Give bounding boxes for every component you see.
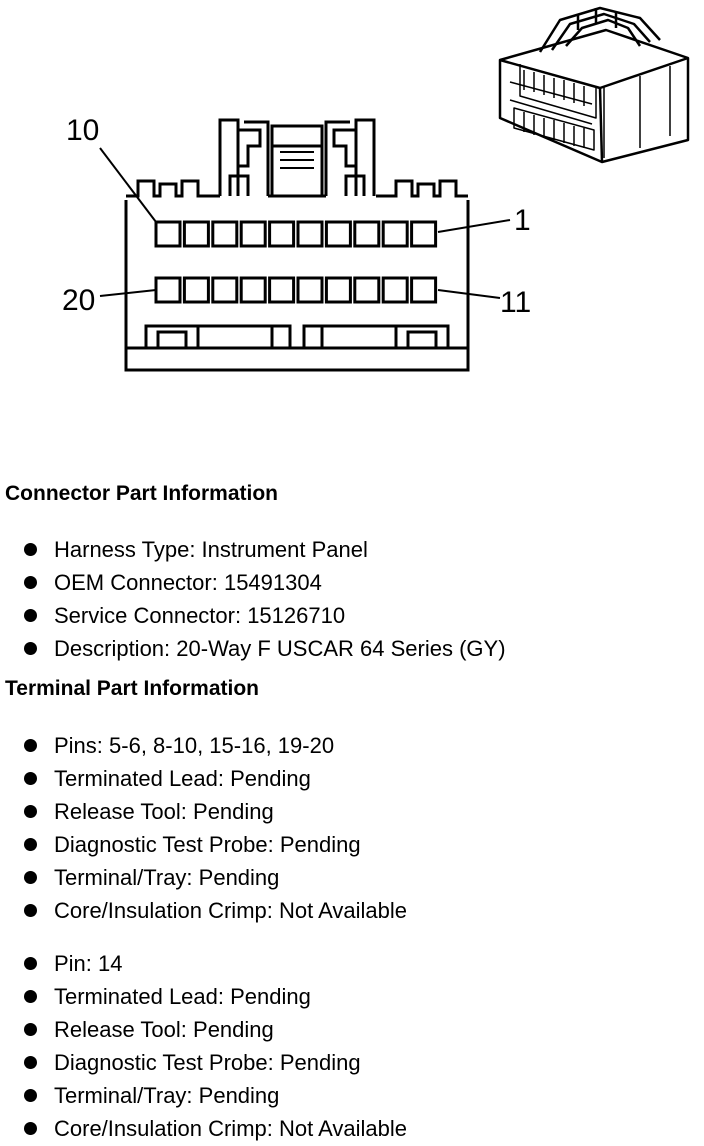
terminal-cavity — [355, 278, 379, 302]
list-item-text: Terminated Lead: Pending — [54, 766, 311, 791]
pin-label-11: 11 — [500, 286, 532, 319]
cavity-row-bottom — [156, 278, 436, 302]
bullet-icon — [24, 805, 37, 818]
terminal-cavity — [156, 278, 180, 302]
terminal-cavity — [213, 222, 237, 246]
list-item — [0, 1079, 407, 1112]
bullet-icon — [24, 990, 37, 1003]
bullet-icon — [24, 739, 37, 752]
list-item-text: Core/Insulation Crimp: Not Available — [54, 898, 407, 923]
terminal-cavity — [355, 222, 379, 246]
pin-label-10: 10 — [66, 114, 100, 147]
list-item — [0, 861, 407, 894]
connector-isometric-view — [500, 8, 688, 162]
bullet-icon — [24, 957, 37, 970]
terminal-cavity — [298, 278, 322, 302]
connector-info-list — [0, 533, 506, 665]
list-item — [0, 762, 407, 795]
terminal-cavity — [412, 222, 436, 246]
list-item — [0, 828, 407, 861]
pin-label-20: 20 — [62, 284, 96, 317]
list-item-text: Pins: 5-6, 8-10, 15-16, 19-20 — [54, 733, 335, 758]
terminal-info-list-1 — [0, 729, 407, 927]
list-item-text: Pin: 14 — [54, 951, 123, 976]
terminal-cavity — [184, 222, 208, 246]
terminal-cavity — [241, 222, 265, 246]
list-item-text: Terminal/Tray: Pending — [54, 865, 280, 890]
list-item-text: Terminated Lead: Pending — [54, 984, 311, 1009]
list-item — [0, 1046, 407, 1079]
connector-part-info-heading: Connector Part Information — [5, 482, 279, 505]
list-item — [0, 1013, 407, 1046]
pin-label-1: 1 — [514, 204, 531, 237]
terminal-info-list-2 — [0, 947, 407, 1145]
cavity-row-top — [156, 222, 436, 246]
terminal-cavity — [156, 222, 180, 246]
bullet-icon — [24, 904, 37, 917]
list-item — [0, 947, 407, 980]
list-item — [0, 632, 506, 665]
list-item-text: Diagnostic Test Probe: Pending — [54, 1050, 361, 1075]
terminal-cavity — [383, 278, 407, 302]
list-item — [0, 729, 407, 762]
bullet-icon — [24, 609, 37, 622]
bullet-icon — [24, 772, 37, 785]
bullet-icon — [24, 1089, 37, 1102]
list-item — [0, 980, 407, 1013]
list-item-text: Service Connector: 15126710 — [54, 603, 346, 628]
list-item-text: Diagnostic Test Probe: Pending — [54, 832, 361, 857]
terminal-cavity — [241, 278, 265, 302]
list-item-text: Release Tool: Pending — [54, 1017, 274, 1042]
terminal-cavity — [184, 278, 208, 302]
list-item — [0, 894, 407, 927]
terminal-cavity — [412, 278, 436, 302]
list-item-text: OEM Connector: 15491304 — [54, 570, 322, 595]
list-item-text: Terminal/Tray: Pending — [54, 1083, 280, 1108]
bullet-icon — [24, 1122, 37, 1135]
terminal-cavity — [270, 278, 294, 302]
terminal-part-info-heading: Terminal Part Information — [5, 677, 259, 700]
list-item — [0, 599, 506, 632]
terminal-cavity — [326, 222, 350, 246]
list-item — [0, 1112, 407, 1145]
terminal-cavity — [298, 222, 322, 246]
list-item-text: Description: 20-Way F USCAR 64 Series (GY) — [54, 636, 506, 661]
bullet-icon — [24, 642, 37, 655]
terminal-cavity — [383, 222, 407, 246]
bullet-icon — [24, 871, 37, 884]
terminal-cavity — [213, 278, 237, 302]
list-item — [0, 533, 506, 566]
terminal-cavity — [326, 278, 350, 302]
bullet-icon — [24, 1056, 37, 1069]
bullet-icon — [24, 576, 37, 589]
connector-diagram — [0, 0, 704, 400]
terminal-cavity — [270, 222, 294, 246]
list-item — [0, 795, 407, 828]
bullet-icon — [24, 1023, 37, 1036]
bullet-icon — [24, 543, 37, 556]
bullet-icon — [24, 838, 37, 851]
list-item-text: Harness Type: Instrument Panel — [54, 537, 368, 562]
list-item — [0, 566, 506, 599]
list-item-text: Core/Insulation Crimp: Not Available — [54, 1116, 407, 1141]
list-item-text: Release Tool: Pending — [54, 799, 274, 824]
